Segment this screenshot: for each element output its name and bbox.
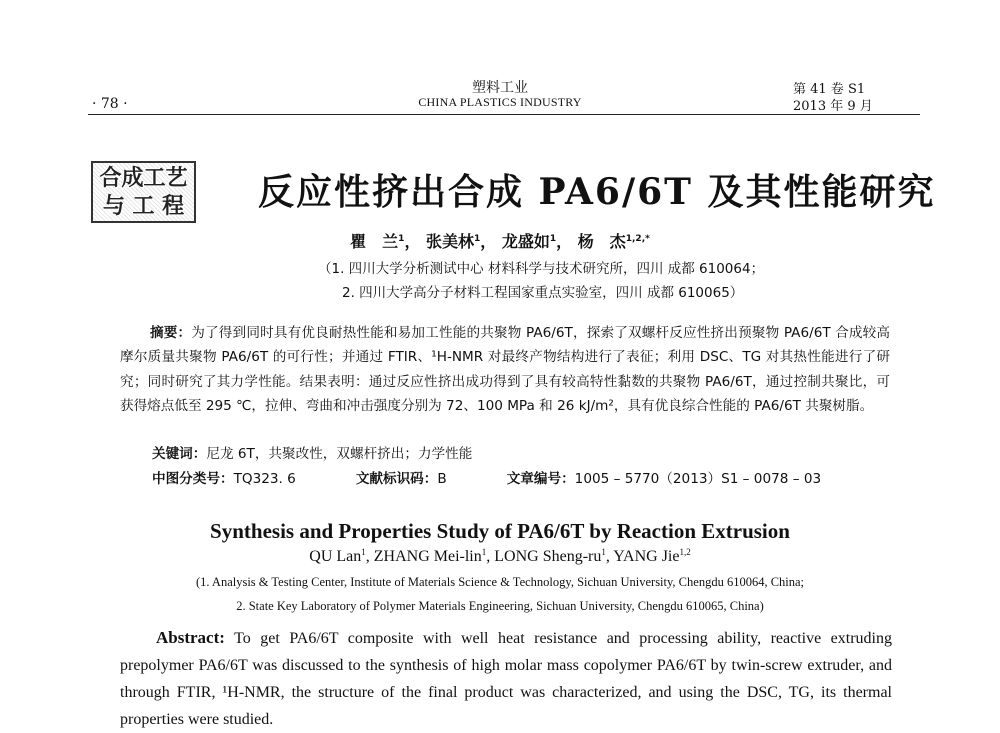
author-en: QU Lan [309, 548, 362, 565]
author-en: ZHANG Mei-lin [373, 548, 482, 565]
author-affil-mark: 1 [361, 547, 366, 557]
affiliation-cn-1: （1. 四川大学分析测试中心 材料科学与技术研究所，四川 成都 610064； [318, 261, 765, 277]
journal-title-cn: 塑料工业 [472, 80, 528, 96]
authors-cn: 瞿 兰$^1$， 张美林$^1$， 龙盛如$^1$， 杨 杰$^{1,2,*}$ [350, 232, 650, 251]
author-affil-mark: 1 [398, 234, 405, 244]
article-number-value: 1005 – 5770（2013）S1 – 0078 – 03 [574, 471, 822, 487]
author-affil-mark: 1,2,* [625, 234, 650, 244]
journal-title-en: CHINA PLASTICS INDUSTRY [418, 95, 582, 109]
section-label-box [91, 161, 196, 223]
author-cn: 杨 杰 [577, 232, 626, 251]
author-en: YANG Jie [613, 548, 680, 565]
author-affil-mark: 1,2 [679, 547, 691, 557]
doc-code-value: B [437, 471, 447, 487]
classification-line [152, 467, 821, 487]
author-affil-mark: 1 [601, 547, 606, 557]
article-number-label: 文章编号： [506, 471, 575, 487]
clc-value: TQ323. 6 [233, 471, 296, 487]
section-label-line1: 合成工艺 [99, 166, 188, 191]
article-title-en: Synthesis and Properties Study of PA6/6T by Reaction Extrusion [210, 519, 790, 543]
doc-code-label: 文献标识码： [355, 471, 438, 487]
author-cn: 瞿 兰 [350, 232, 399, 251]
author-affil-mark: 1 [549, 234, 557, 244]
author-affil-mark: 1 [474, 234, 481, 244]
keywords-cn-label: 关键词： [152, 446, 207, 462]
abstract-en [120, 624, 893, 728]
page-number: · 78 · [92, 96, 128, 112]
abstract-cn-text: 为了得到同时具有优良耐热性能和易加工性能的共聚物 PA6/6T，探索了双螺杆反应性挤出预聚物 PA6/6T 合成较高摩尔质量共聚物 PA6/6T 的可行性；并通过 FTIR、¹H-NMR 对最终产物结构进行了表征；利用 DSC、TG 对其热性能进行了研究；同时研究了其力学性能。结果表明：通过反应性挤出成功得到了具有较高特性黏数的共聚物 PA6/6T，通过控制共聚比，可获得熔点低至 295 ℃，拉伸、弯曲和冲击强度分别为 72、100 MPa 和 26 kJ/m²，具有优良综合性能的 PA6/6T 共聚树脂。 [120, 325, 891, 414]
affiliation-en-2: 2. State Key Laboratory of Polymer Materials Engineering, Sichuan University, Chengdu 610065, China) [236, 599, 764, 613]
affiliation-en-1: (1. Analysis & Testing Center, Institute of Materials Science & Technology, Sichuan University, Chengdu 610064, China; [195, 575, 805, 589]
article-title-cn: 反应性挤出合成 PA6/6T 及其性能研究 [258, 171, 936, 213]
author-cn: 龙盛如 [501, 232, 550, 251]
section-label-line2: 与 工 程 [102, 194, 185, 219]
author-affil-mark: 1 [481, 547, 487, 557]
abstract-cn [120, 321, 890, 418]
clc-label: 中图分类号： [152, 471, 234, 487]
volume-issue: 第 41 卷 S1 [793, 82, 866, 97]
publication-date: 2013 年 9 月 [793, 99, 873, 114]
header-rule [88, 114, 920, 115]
abstract-en-text: To get PA6/6T composite with well heat resistance and processing ability, reactive extruding prepolymer PA6/6T was discussed to the synthesis of high molar mass copolymer PA6/6T by twin-screw extruder, and through FTIR, ¹H-NMR, the structure of the final product was characterized, and using the DSC, TG, its thermal properties were studied. [120, 630, 893, 728]
author-cn: 张美林 [426, 232, 475, 251]
keywords-cn-text: 尼龙 6T，共聚改性，双螺杆挤出；力学性能 [206, 446, 473, 462]
affiliation-cn-2: 2. 四川大学高分子材料工程国家重点实验室，四川 成都 610065） [342, 285, 744, 301]
author-en: LONG Sheng-ru [494, 548, 602, 565]
abstract-cn-label: 摘要： [150, 325, 192, 341]
authors-en: QU Lan$^1$, ZHANG Mei-lin$^1$, LONG Sheng-$ru^1$, YANG Jie$^{1,2}$ [309, 547, 691, 565]
abstract-en-label: Abstract: [156, 628, 225, 647]
keywords-cn [152, 442, 472, 462]
